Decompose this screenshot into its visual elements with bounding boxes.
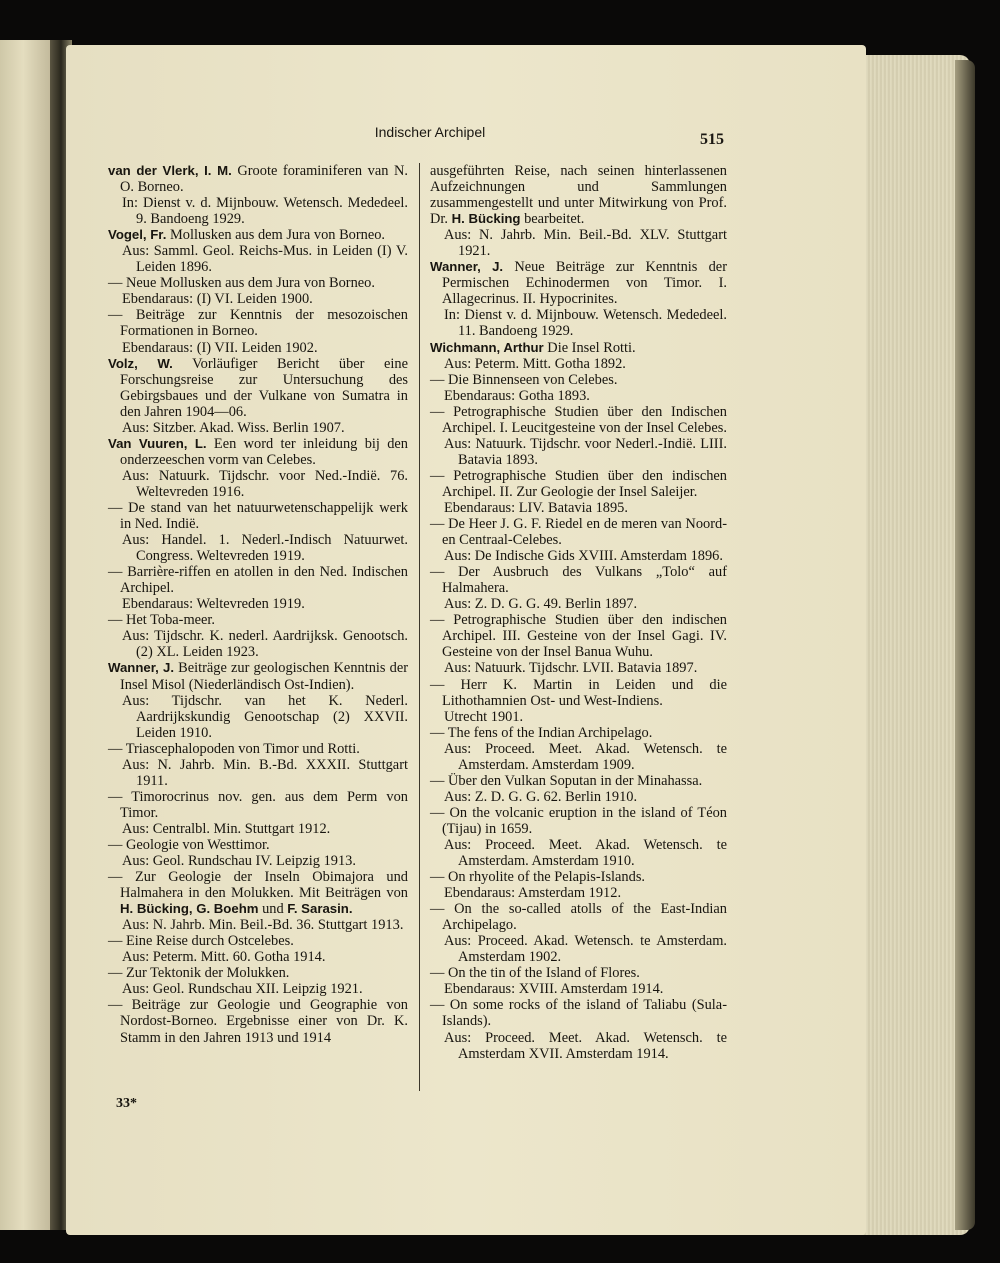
bibliography-entry	[108, 356, 408, 420]
citation-source	[430, 741, 727, 773]
citation-source	[430, 885, 727, 901]
bibliography-entry	[108, 965, 408, 981]
citation-source	[430, 436, 727, 468]
column-divider	[419, 163, 420, 1091]
entry-text: Aus: Natuurk. Tijdschr. voor Ned.-Indië. 76. Weltevreden 1916.	[122, 467, 408, 500]
book-cover-edge	[955, 60, 975, 1230]
entry-text: — Herr K. Martin in Leiden und die Lithothamnien Ost- und West-Indiens.	[430, 676, 727, 709]
entry-text: — Petrographische Studien über den Indischen Archipel. I. Leucitgesteine von der Insel Celebes.	[430, 403, 727, 436]
entry-text: Aus: N. Jahrb. Min. Beil.-Bd. 36. Stuttgart 1913.	[122, 917, 404, 934]
entry-text: Aus: De Indische Gids XVIII. Amsterdam 1896.	[444, 548, 723, 565]
citation-source	[430, 1030, 727, 1062]
entry-author: Volz, W.	[108, 355, 173, 371]
entry-text: — Neue Mollusken aus dem Jura von Borneo.	[108, 275, 375, 292]
citation-source	[108, 291, 408, 307]
citation-source	[108, 596, 408, 612]
bibliography-entry	[108, 660, 408, 692]
entry-text: Aus: Natuurk. Tijdschr. voor Nederl.-Indië. LIII. Batavia 1893.	[444, 435, 727, 468]
entry-text: Een word ter inleidung bij den onderzeeschen vorm van Celebes.	[120, 435, 408, 468]
entry-author: Wichmann, Arthur	[430, 339, 544, 355]
entry-text: Aus: Natuurk. Tijdschr. LVII. Batavia 1897.	[444, 660, 698, 677]
bibliography-entry	[108, 227, 408, 243]
bibliography-entry	[108, 500, 408, 532]
entry-text: Aus: Z. D. G. G. 49. Berlin 1897.	[444, 596, 638, 613]
entry-text: — On the volcanic eruption in the island of Téon (Tijau) in 1659.	[430, 804, 727, 837]
entry-text: Aus: N. Jahrb. Min. Beil.-Bd. XLV. Stuttgart 1921.	[444, 227, 727, 260]
citation-source	[108, 243, 408, 275]
citation-source	[108, 949, 408, 965]
entry-text: Beiträge zur geologischen Kenntnis der Insel Misol (Niederländisch Ost-Indien).	[120, 660, 408, 693]
right-column	[430, 163, 727, 1062]
bibliography-entry	[430, 725, 727, 741]
bibliography-entry	[430, 259, 727, 307]
entry-text: — Über den Vulkan Soputan in der Minahassa.	[430, 772, 703, 789]
bibliography-entry	[430, 340, 727, 356]
entry-text: — Barrière-riffen en atollen in den Ned. Indischen Archipel.	[108, 564, 408, 597]
entry-text: — Geologie von Westtimor.	[108, 836, 270, 853]
citation-source	[108, 917, 408, 933]
entry-text: — Eine Reise durch Ostcelebes.	[108, 933, 294, 950]
entry-text: In: Dienst v. d. Mijnbouw. Wetensch. Mededeel. 11. Bandoeng 1929.	[444, 307, 727, 340]
entry-text: Ebendaraus: (I) VII. Leiden 1902.	[122, 339, 318, 356]
bibliography-entry	[430, 372, 727, 388]
page-block-edge	[855, 55, 970, 1235]
running-head: Indischer Archipel	[374, 124, 486, 140]
entry-text: — On some rocks of the island of Taliabu (Sula-Islands).	[430, 997, 727, 1030]
entry-author: van der Vlerk, I. M.	[108, 163, 232, 178]
entry-author: Wanner, J.	[108, 660, 174, 676]
bibliography-entry	[430, 965, 727, 981]
citation-source	[430, 789, 727, 805]
bibliography-entry	[430, 773, 727, 789]
entry-text: Aus: Peterm. Mitt. 60. Gotha 1914.	[122, 949, 326, 966]
citation-source	[108, 853, 408, 869]
bibliography-entry	[430, 677, 727, 709]
bibliography-entry	[108, 612, 408, 628]
bibliography-entry	[108, 436, 408, 468]
entry-text: Aus: N. Jahrb. Min. B.-Bd. XXXII. Stuttgart 1911.	[122, 756, 408, 789]
entry-text: In: Dienst v. d. Mijnbouw. Wetensch. Mededeel. 9. Bandoeng 1929.	[122, 195, 408, 228]
entry-text: — Die Binnenseen von Celebes.	[430, 371, 618, 388]
bibliography-entry	[430, 404, 727, 436]
bibliography-entry	[430, 564, 727, 596]
bibliography-entry	[108, 741, 408, 757]
citation-source	[430, 660, 727, 676]
entry-text: Aus: Proceed. Akad. Wetensch. te Amsterdam. Amsterdam 1902.	[444, 933, 727, 966]
signature-mark: 33*	[116, 1096, 137, 1111]
citation-source	[108, 981, 408, 997]
citation-source	[108, 420, 408, 436]
bibliography-entry	[108, 997, 408, 1045]
bibliography-entry	[430, 869, 727, 885]
entry-author: Van Vuuren, L.	[108, 435, 207, 451]
citation-source	[430, 227, 727, 259]
citation-source	[430, 837, 727, 869]
citation-source	[108, 195, 408, 227]
citation-source	[430, 356, 727, 372]
citation-source	[430, 933, 727, 965]
citation-source	[108, 821, 408, 837]
entry-text: Aus: Proceed. Meet. Akad. Wetensch. te Amsterdam. Amsterdam 1909.	[444, 740, 727, 773]
entry-text: Die Insel Rotti.	[547, 339, 636, 356]
bibliography-entry	[430, 468, 727, 500]
entry-text: — Zur Geologie der Inseln Obimajora und Halmahera in den Molukken. Mit Beiträgen von	[108, 869, 408, 902]
citation-source	[430, 307, 727, 339]
citation-source	[108, 757, 408, 789]
bibliography-entry	[430, 612, 727, 660]
bibliography-entry	[108, 163, 408, 195]
entry-text: — The fens of the Indian Archipelago.	[430, 724, 653, 741]
entry-text: Ebendaraus: XVIII. Amsterdam 1914.	[444, 981, 664, 998]
entry-text: Ebendaraus: LIV. Batavia 1895.	[444, 499, 628, 516]
entry-text: ausgeführten Reise, nach seinen hinterlassenen Aufzeichnungen und Sammlungen zusammengestellt und unter Mitwirkung von Prof. Dr.	[430, 163, 727, 228]
entry-text-tail: bearbeitet.	[520, 211, 585, 228]
entry-text: — On the tin of the Island of Flores.	[430, 965, 640, 982]
entry-author: Vogel, Fr.	[108, 227, 167, 243]
citation-source	[430, 981, 727, 997]
entry-text: Aus: Peterm. Mitt. Gotha 1892.	[444, 355, 626, 372]
entry-text: Ebendaraus: Amsterdam 1912.	[444, 885, 622, 902]
entry-text: — De Heer J. G. F. Riedel en de meren van Noord- en Centraal-Celebes.	[430, 516, 727, 549]
citation-source	[430, 709, 727, 725]
citation-source	[108, 468, 408, 500]
entry-text: — De stand van het natuurwetenschappelijk werk in Ned. Indië.	[108, 499, 408, 533]
entry-text: Aus: Handel. 1. Nederl.-Indisch Natuurwet. Congress. Weltevreden 1919.	[122, 532, 408, 565]
entry-text: Utrecht 1901.	[444, 708, 524, 725]
entry-text: Aus: Z. D. G. G. 62. Berlin 1910.	[444, 788, 638, 805]
bibliography-entry	[108, 564, 408, 596]
entry-text: Aus: Geol. Rundschau IV. Leipzig 1913.	[122, 853, 356, 870]
citation-source	[430, 388, 727, 404]
bibliography-entry	[108, 933, 408, 949]
entry-text: — Petrographische Studien über den indischen Archipel. III. Gesteine von der Insel Gagi. IV. Gesteine von der Insel Banua Wuhu.	[430, 612, 727, 661]
entry-text: Vorläufiger Bericht über eine Forschungsreise zur Untersuchung des Gebirgsbaues und der Vulkane von Sumatra in den Jahren 1904—06.	[120, 355, 408, 420]
entry-text: Neue Beiträge zur Kenntnis der Permischen Echinodermen von Timor. I. Allagecrinus. II. Hypocrinites.	[442, 259, 727, 308]
entry-text: Mollusken aus dem Jura von Borneo.	[170, 227, 386, 244]
entry-text: Aus: Samml. Geol. Reichs-Mus. in Leiden (I) V. Leiden 1896.	[122, 243, 408, 276]
page-number: 515	[700, 131, 724, 148]
citation-source	[430, 596, 727, 612]
bibliography-entry	[108, 275, 408, 291]
entry-text: — Het Toba-meer.	[108, 612, 216, 629]
citation-source	[108, 532, 408, 564]
left-column	[108, 163, 408, 1046]
bibliography-entry	[108, 869, 408, 917]
entry-text: — On the so-called atolls of the East-Indian Archipelago.	[430, 901, 727, 934]
entry-text: Aus: Sitzber. Akad. Wiss. Berlin 1907.	[122, 419, 345, 436]
entry-text: — Beiträge zur Geologie und Geographie von Nordost-Borneo. Ergebnisse einer von Dr. K. Stamm in den Jahren 1913 und 1914	[108, 997, 408, 1046]
citation-source	[108, 628, 408, 660]
entry-text: Aus: Tijdschr. K. nederl. Aardrijksk. Genootsch. (2) XL. Leiden 1923.	[122, 628, 408, 661]
entry-coauthors: H. Bücking, G. Boehm	[120, 901, 259, 917]
entry-text: Aus: Proceed. Meet. Akad. Wetensch. te Amsterdam. Amsterdam 1910.	[444, 836, 727, 870]
entry-text: — Timorocrinus nov. gen. aus dem Perm von Timor.	[108, 788, 408, 821]
bibliography-entry	[430, 163, 727, 227]
entry-text: — Triascephalopoden von Timor und Rotti.	[108, 740, 360, 757]
entry-text-mid: und	[258, 901, 288, 918]
entry-author: Wanner, J.	[430, 259, 504, 275]
bibliography-entry	[108, 837, 408, 853]
bibliography-entry	[430, 997, 727, 1029]
entry-text: Ebendaraus: Weltevreden 1919.	[122, 596, 305, 613]
bibliography-entry	[430, 805, 727, 837]
entry-text: — On rhyolite of the Pelapis-Islands.	[430, 869, 646, 886]
entry-text: Aus: Tijdschr. van het K. Nederl. Aardrijkskundig Genootschap (2) XXVII. Leiden 1910.	[122, 692, 408, 741]
entry-coauthors: H. Bücking	[451, 211, 521, 227]
citation-source	[108, 340, 408, 356]
bibliography-entry	[430, 901, 727, 933]
entry-text: — Beiträge zur Kenntnis der mesozoischen Formationen in Borneo.	[108, 307, 408, 340]
entry-text: Ebendaraus: Gotha 1893.	[444, 387, 590, 404]
entry-text: Ebendaraus: (I) VI. Leiden 1900.	[122, 291, 313, 308]
bibliography-entry	[108, 307, 408, 339]
entry-text: Aus: Centralbl. Min. Stuttgart 1912.	[122, 820, 331, 837]
citation-source	[430, 548, 727, 564]
entry-text: — Der Ausbruch des Vulkans „Tolo“ auf Halmahera.	[430, 564, 727, 597]
bibliography-entry	[108, 789, 408, 821]
entry-text: Aus: Geol. Rundschau XII. Leipzig 1921.	[122, 981, 363, 998]
entry-text: — Zur Tektonik der Molukken.	[108, 965, 290, 982]
entry-coauthor: F. Sarasin.	[287, 901, 353, 917]
citation-source	[108, 693, 408, 741]
bibliography-entry	[430, 516, 727, 548]
entry-text: Groote foraminiferen van N. O. Borneo.	[120, 163, 408, 196]
entry-text: — Petrographische Studien über den indischen Archipel. II. Zur Geologie der Insel Saleijer.	[430, 467, 727, 500]
citation-source	[430, 500, 727, 516]
entry-text: Aus: Proceed. Meet. Akad. Wetensch. te Amsterdam XVII. Amsterdam 1914.	[444, 1029, 727, 1062]
